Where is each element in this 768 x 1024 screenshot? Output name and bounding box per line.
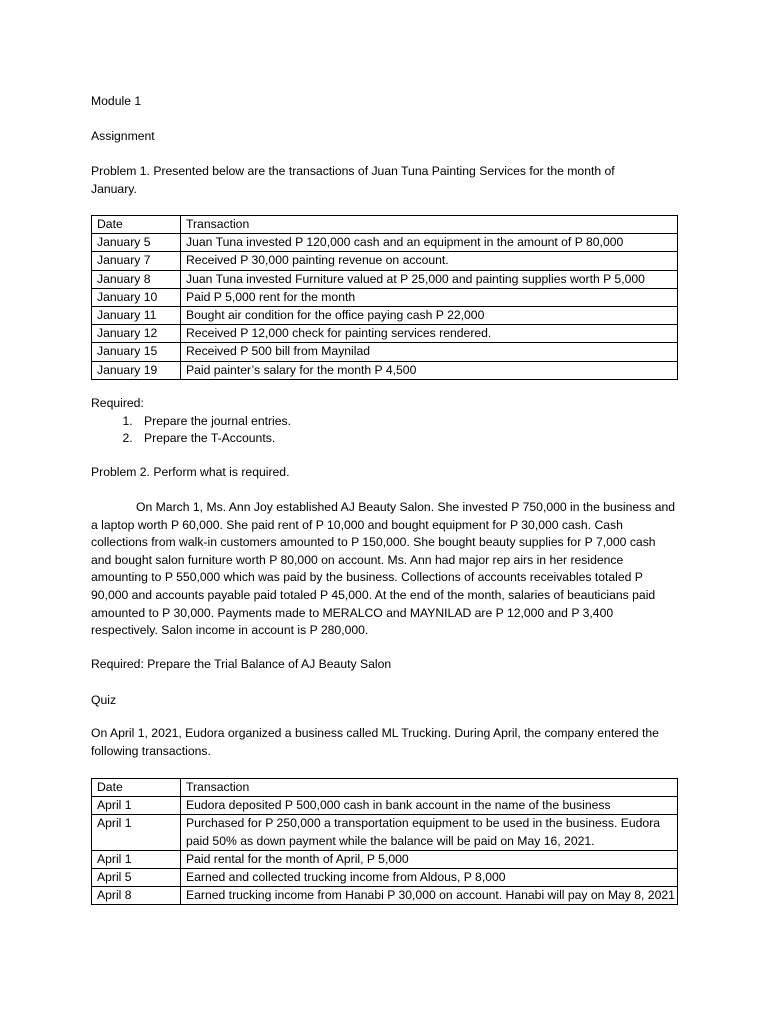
header-transaction: Transaction [181, 779, 678, 797]
row-transaction: Received P 12,000 check for painting services rendered. [181, 325, 678, 343]
row-transaction: Juan Tuna invested P 120,000 cash and an equipment in the amount of P 80,000 [181, 234, 678, 252]
module-title: Module 1 [91, 94, 142, 108]
header-date: Date [92, 216, 181, 234]
table-row [92, 252, 678, 270]
row-date: January 15 [92, 343, 181, 361]
list-item: 2. Prepare the T-Accounts. [136, 430, 691, 448]
table-row [92, 850, 678, 868]
row-date: January 7 [92, 252, 181, 270]
quiz-transactions-table [91, 778, 678, 905]
table-row [92, 887, 678, 905]
table-row [92, 288, 678, 306]
problem1-transactions-table [91, 215, 678, 380]
row-transaction: Paid painter’s salary for the month P 4,500 [181, 361, 678, 379]
row-date: January 11 [92, 307, 181, 325]
table-row [92, 325, 678, 343]
required-label: Required: [91, 396, 144, 410]
assignment-heading: Assignment [91, 129, 155, 143]
row-date: April 8 [92, 887, 181, 905]
quiz-heading: Quiz [91, 693, 117, 707]
row-date: April 5 [92, 869, 181, 887]
quiz-intro: On April 1, 2021, Eudora organized a business called ML Trucking. During April, the company entered the following transactions. [91, 726, 659, 758]
row-transaction: Paid P 5,000 rent for the month [181, 288, 678, 306]
table-row [92, 234, 678, 252]
problem2-body: On March 1, Ms. Ann Joy established AJ Beauty Salon. She invested P 750,000 in the business and a laptop worth P 60,000. She paid rent of P 10,000 and bought equipment for P 30,000 cash. Cash collections from walk-in customers amounted to P 150,000. She bought beauty supplies for P 7,000 cash and bought salon furniture worth P 80,000 on account. Ms. Ann had major rep airs in her residence amounting to P 550,000 which was paid by the business. Collections of accounts receivables totaled P 90,000 and accounts payable paid totaled P 45,000. At the end of the month, salaries of beauticians paid amounted to P 30,000. Payments made to MERALCO and MAYNILAD are P 12,000 and P 3,400 respectively. Salon income in account is P 280,000. [91, 500, 676, 638]
row-date: January 10 [92, 288, 181, 306]
row-transaction: Juan Tuna invested Furniture valued at P 25,000 and painting supplies worth P 5,000 [181, 270, 678, 288]
row-date: January 5 [92, 234, 181, 252]
table-row [92, 343, 678, 361]
row-date: April 1 [92, 815, 181, 850]
row-transaction: Paid rental for the month of April, P 5,000 [181, 850, 678, 868]
row-transaction: Purchased for P 250,000 a transportation equipment to be used in the business. Eudora paid 50% as down payment while the balance will be paid on May 16, 2021. [181, 815, 678, 850]
table-row [92, 797, 678, 815]
header-date: Date [92, 779, 181, 797]
table-row [92, 869, 678, 887]
row-transaction: Bought air condition for the office paying cash P 22,000 [181, 307, 678, 325]
row-transaction: Eudora deposited P 500,000 cash in bank account in the name of the business [181, 797, 678, 815]
table-row [92, 361, 678, 379]
row-transaction: Received P 30,000 painting revenue on account. [181, 252, 678, 270]
table-row [92, 815, 678, 850]
list-item: 1. Prepare the journal entries. [136, 413, 691, 431]
required-list [91, 413, 691, 448]
row-date: April 1 [92, 797, 181, 815]
table-row [92, 270, 678, 288]
problem2-required: Required: Prepare the Trial Balance of AJ Beauty Salon [91, 657, 392, 671]
row-date: January 8 [92, 270, 181, 288]
header-transaction: Transaction [181, 216, 678, 234]
row-transaction: Earned trucking income from Hanabi P 30,000 on account. Hanabi will pay on May 8, 2021 [181, 887, 678, 905]
table-header-row [92, 216, 678, 234]
problem1-intro: Problem 1. Presented below are the transactions of Juan Tuna Painting Services for the month of January. [91, 164, 615, 196]
row-date: April 1 [92, 850, 181, 868]
table-header-row [92, 779, 678, 797]
row-transaction: Earned and collected trucking income from Aldous, P 8,000 [181, 869, 678, 887]
row-date: January 19 [92, 361, 181, 379]
problem1-required [91, 395, 691, 448]
problem2-heading: Problem 2. Perform what is required. [91, 465, 290, 479]
table-row [92, 307, 678, 325]
row-date: January 12 [92, 325, 181, 343]
row-transaction: Received P 500 bill from Maynilad [181, 343, 678, 361]
